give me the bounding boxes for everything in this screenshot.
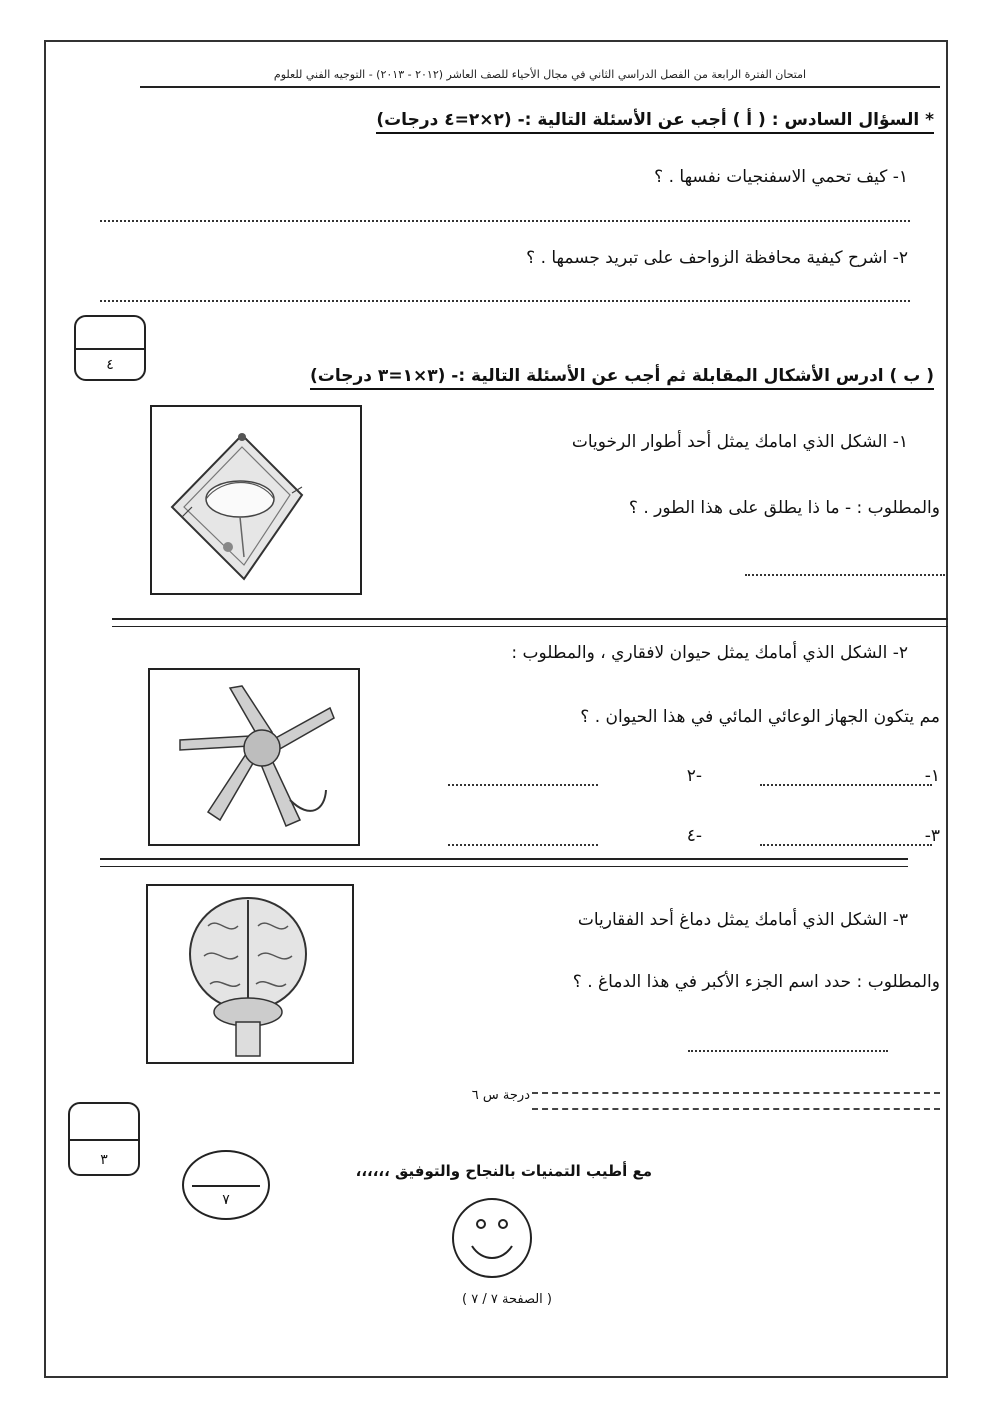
section-b-title bbox=[310, 366, 934, 386]
total-score-divider bbox=[192, 1185, 260, 1187]
section-a-question-1: ١- كيف تحمي الاسفنجيات نفسها . ؟ bbox=[654, 167, 908, 187]
brain-icon bbox=[148, 886, 352, 1062]
section-b-title-text: ( ب ) ادرس الأشكال المقابلة ثم أجب عن الأسئلة التالية :- (٣×١=٣ درجات) bbox=[310, 366, 934, 390]
veliger-larva-icon bbox=[152, 407, 360, 593]
item-1-label: ١- bbox=[924, 766, 940, 786]
section-b-question-2-task: مم يتكون الجهاز الوعائي المائي في هذا الحيوان . ؟ bbox=[580, 707, 940, 727]
score-box-divider bbox=[70, 1139, 138, 1141]
section-b-question-2: ٢- الشكل الذي أمامك يمثل حيوان لافقاري ، والمطلوب : bbox=[511, 643, 908, 663]
section-b-question-1-task: والمطلوب : - ما ذا يطلق على هذا الطور . ؟ bbox=[628, 498, 940, 518]
item-4-label: -٤ bbox=[686, 826, 702, 846]
item-3-label: ٣- bbox=[924, 826, 940, 846]
section-b-question-3: ٣- الشكل الذي أمامك يمثل دماغ أحد الفقاريات bbox=[577, 910, 908, 930]
smiley-face-icon bbox=[450, 1196, 534, 1280]
header-rule bbox=[140, 86, 940, 88]
total-score-oval bbox=[182, 1150, 270, 1220]
separator-1 bbox=[112, 618, 948, 620]
score-box-b bbox=[68, 1102, 140, 1176]
wishes-text: مع أطيب التمنيات بالنجاح والتوفيق ،،،،،، bbox=[355, 1162, 652, 1180]
brain-figure bbox=[146, 884, 354, 1064]
separator-2b bbox=[100, 866, 908, 867]
total-score-value: ٧ bbox=[222, 1192, 230, 1208]
score-box-divider bbox=[76, 348, 144, 350]
answer-line-b2-1[interactable] bbox=[760, 784, 932, 786]
smiley-icon bbox=[450, 1196, 534, 1280]
page-number: ( الصفحة ٧ / ٧ ) bbox=[462, 1292, 552, 1307]
score-box-a bbox=[74, 315, 146, 381]
q6-grade-label: درجة س ٦ bbox=[471, 1088, 530, 1103]
answer-line-b2-3[interactable] bbox=[760, 844, 932, 846]
item-2-label: -٢ bbox=[686, 766, 702, 786]
mollusc-larva-figure bbox=[150, 405, 362, 595]
answer-line-a1[interactable] bbox=[100, 220, 910, 222]
answer-line-b3[interactable] bbox=[688, 1050, 888, 1052]
section-b-question-3-task: والمطلوب : حدد اسم الجزء الأكبر في هذا الدماغ . ؟ bbox=[572, 972, 940, 992]
score-b-value: ٣ bbox=[100, 1152, 108, 1168]
answer-line-b2-2[interactable] bbox=[448, 784, 598, 786]
section-a-question-2: ٢- اشرح كيفية محافظة الزواحف على تبريد جسمها . ؟ bbox=[526, 248, 908, 268]
starfish-figure bbox=[148, 668, 360, 846]
section-a-title bbox=[376, 110, 934, 130]
score-a-value: ٤ bbox=[106, 357, 114, 373]
separator-1b bbox=[112, 626, 948, 627]
answer-line-a2[interactable] bbox=[100, 300, 910, 302]
separator-2 bbox=[100, 858, 908, 860]
starfish-icon bbox=[150, 670, 358, 844]
section-a-title-text: * السؤال السادس : ( أ ) أجب عن الأسئلة التالية :- (٢×٢=٤ درجات) bbox=[376, 110, 934, 134]
section-b-question-1: ١- الشكل الذي امامك يمثل أحد أطوار الرخويات bbox=[571, 432, 908, 452]
grade-double-line bbox=[532, 1092, 940, 1110]
exam-header: امتحان الفترة الرابعة من الفصل الدراسي الثاني في مجال الأحياء للصف العاشر (٢٠١٢ - ٢٠١٣) - التوجيه الفني للعلوم bbox=[273, 68, 807, 81]
answer-line-b1[interactable] bbox=[745, 574, 945, 576]
answer-line-b2-4[interactable] bbox=[448, 844, 598, 846]
